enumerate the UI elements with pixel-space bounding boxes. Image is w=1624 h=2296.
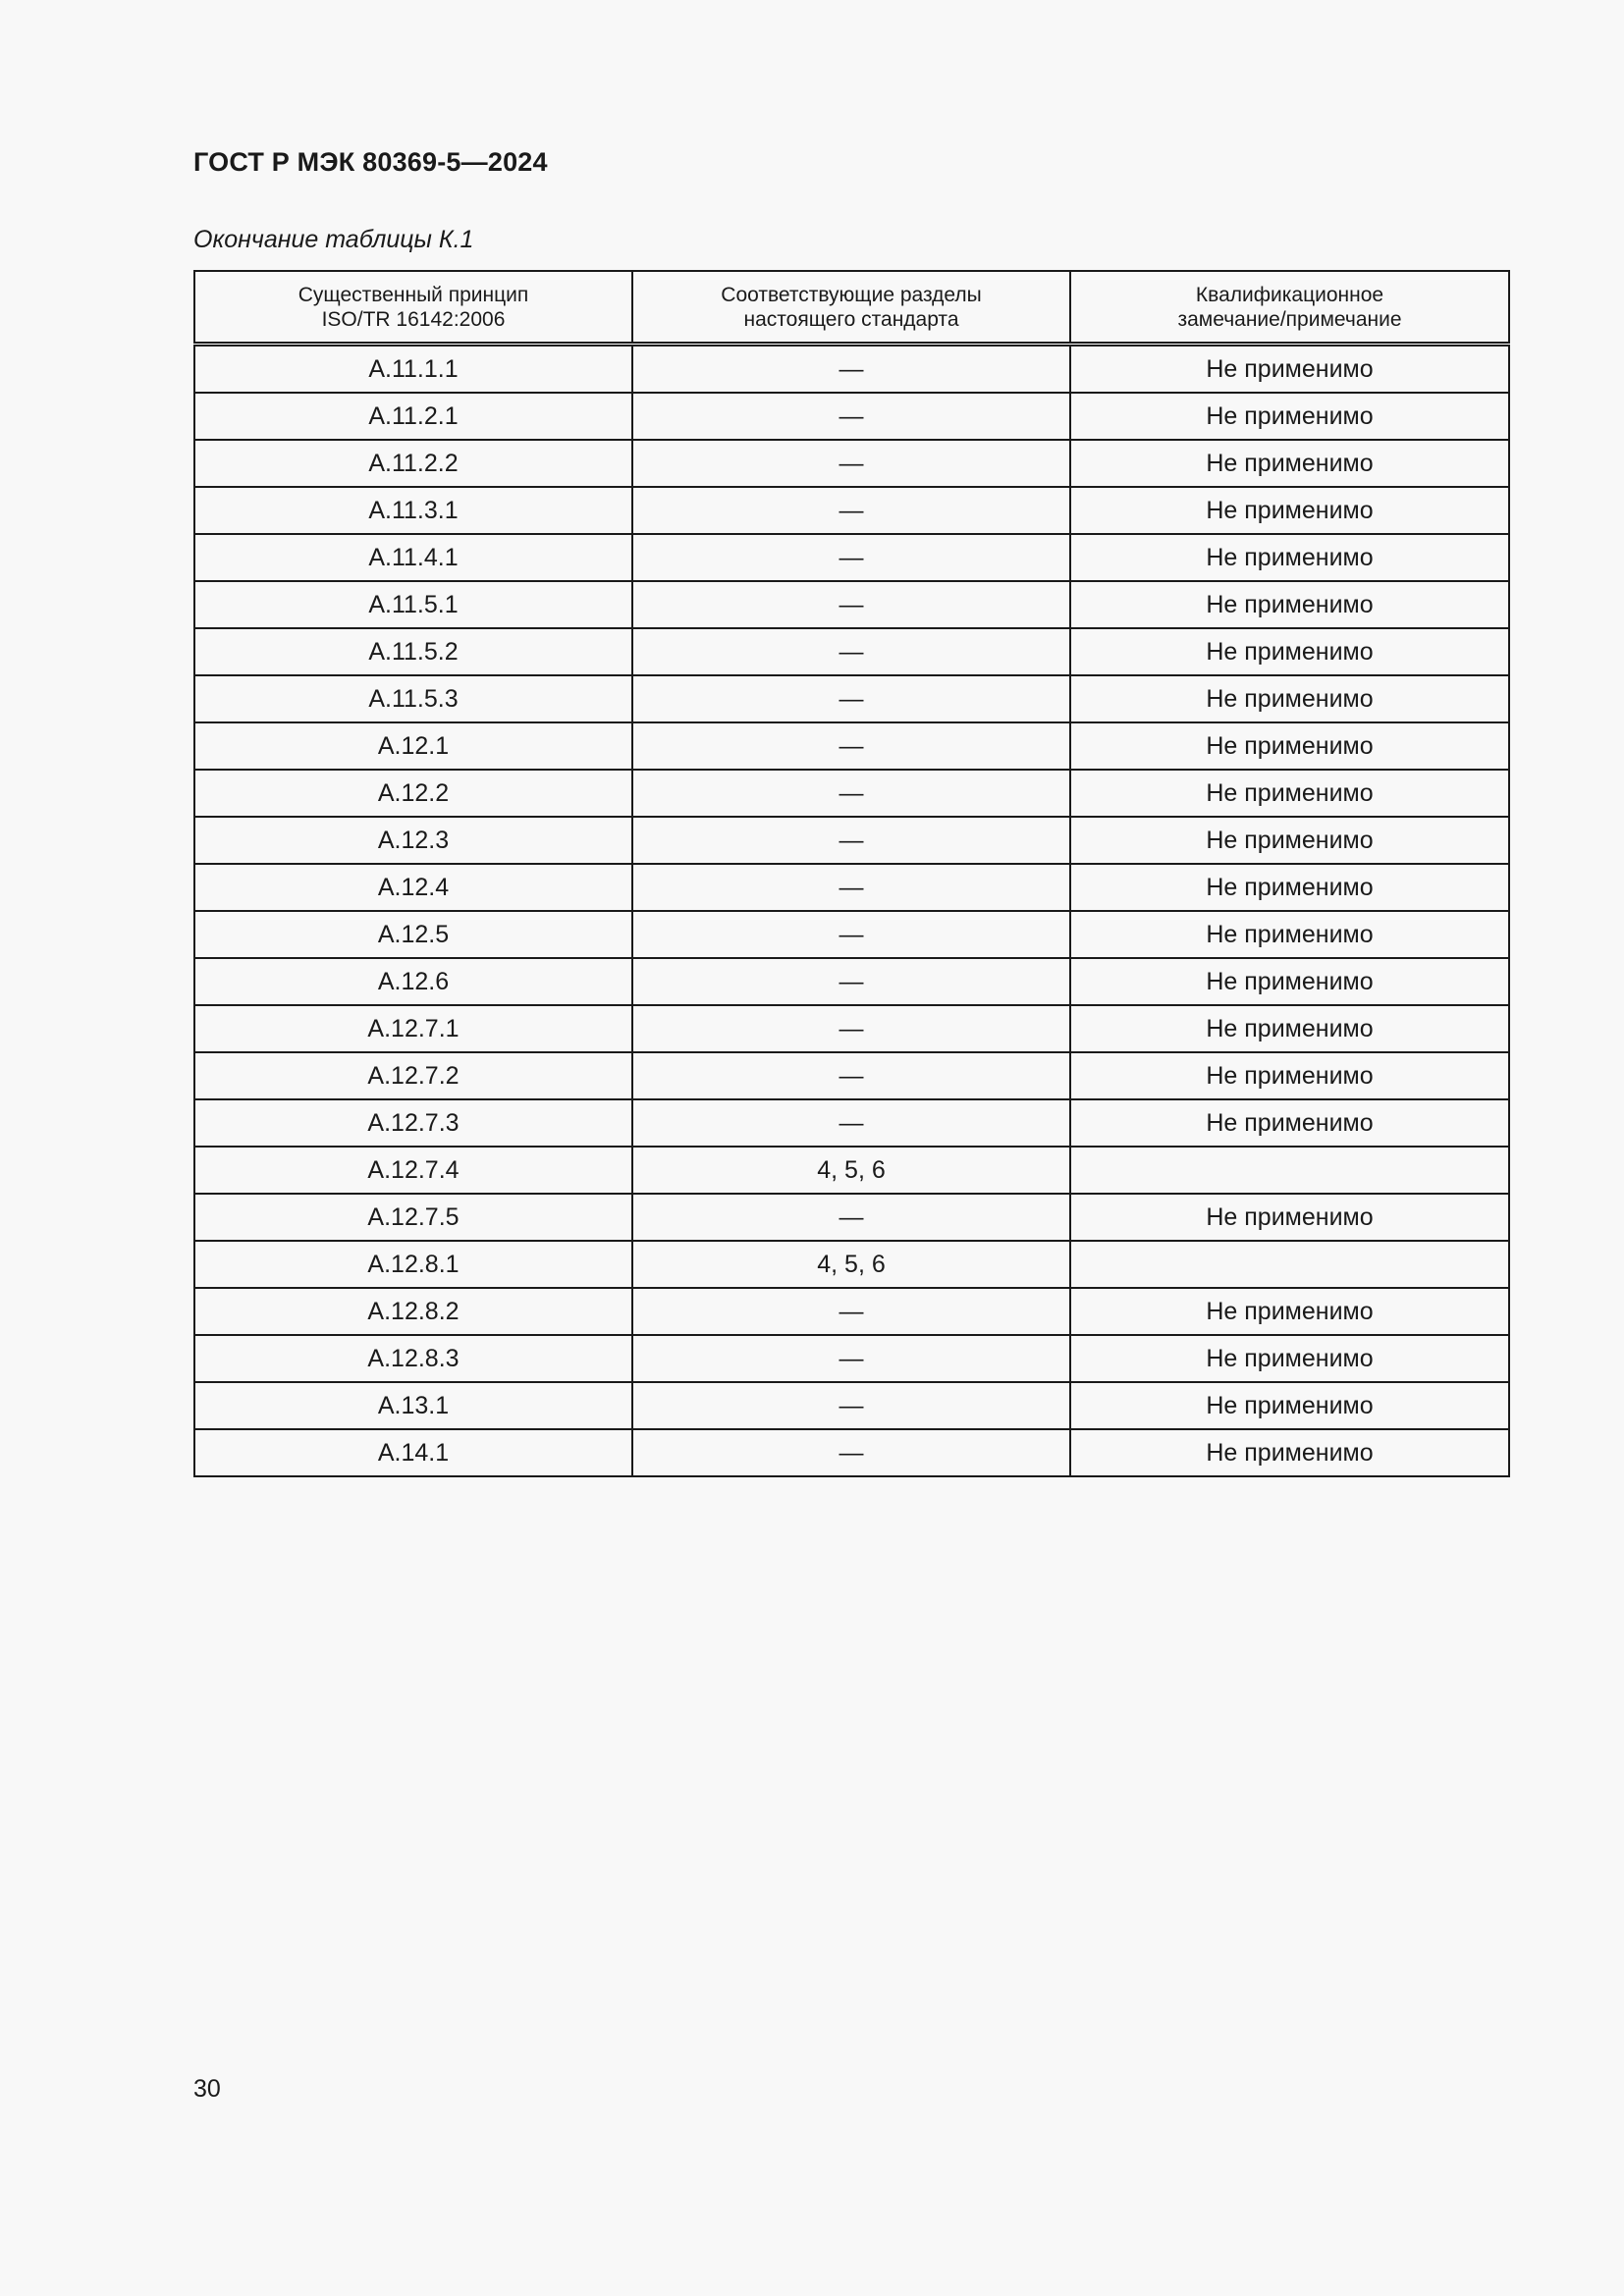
table-row — [194, 1382, 1509, 1429]
table-row — [194, 722, 1509, 770]
principle-cell: А.12.7.1 — [194, 1005, 632, 1052]
sections-cell: — — [632, 722, 1070, 770]
sections-cell: — — [632, 817, 1070, 864]
table-row — [194, 770, 1509, 817]
note-cell: Не применимо — [1070, 1099, 1509, 1147]
principle-cell: А.12.5 — [194, 911, 632, 958]
header-line: Существенный принцип — [298, 283, 529, 306]
table-row — [194, 864, 1509, 911]
principle-cell: А.11.1.1 — [194, 345, 632, 394]
table-row — [194, 1429, 1509, 1476]
note-cell: Не применимо — [1070, 675, 1509, 722]
sections-cell: — — [632, 1005, 1070, 1052]
note-cell: Не применимо — [1070, 1288, 1509, 1335]
sections-cell: — — [632, 1099, 1070, 1147]
note-cell: Не применимо — [1070, 770, 1509, 817]
note-cell: Не применимо — [1070, 1382, 1509, 1429]
sections-cell: — — [632, 1382, 1070, 1429]
sections-cell: — — [632, 770, 1070, 817]
sections-cell: — — [632, 393, 1070, 440]
sections-cell: — — [632, 534, 1070, 581]
sections-cell: — — [632, 1052, 1070, 1099]
table-row — [194, 1241, 1509, 1288]
principle-cell: А.12.7.4 — [194, 1147, 632, 1194]
compliance-table — [193, 270, 1510, 1477]
sections-cell: — — [632, 675, 1070, 722]
note-cell: Не применимо — [1070, 534, 1509, 581]
principle-cell: А.14.1 — [194, 1429, 632, 1476]
header-line: Квалификационное — [1195, 283, 1384, 306]
sections-cell: — — [632, 1429, 1070, 1476]
principle-cell: А.12.8.1 — [194, 1241, 632, 1288]
table-row — [194, 628, 1509, 675]
table-row — [194, 675, 1509, 722]
note-cell: Не применимо — [1070, 1052, 1509, 1099]
note-cell — [1070, 1241, 1509, 1288]
header-line: ISO/TR 16142:2006 — [321, 307, 506, 331]
table-row — [194, 487, 1509, 534]
sections-cell: — — [632, 864, 1070, 911]
note-cell: Не применимо — [1070, 817, 1509, 864]
principle-cell: А.12.3 — [194, 817, 632, 864]
sections-cell: — — [632, 958, 1070, 1005]
note-cell: Не применимо — [1070, 911, 1509, 958]
column-header-note — [1070, 271, 1509, 345]
note-cell: Не применимо — [1070, 628, 1509, 675]
column-header-principle — [194, 271, 632, 345]
header-line: настоящего стандарта — [743, 307, 959, 331]
header-line: Соответствующие разделы — [721, 283, 982, 306]
sections-cell: — — [632, 911, 1070, 958]
sections-cell: — — [632, 487, 1070, 534]
note-cell — [1070, 1147, 1509, 1194]
principle-cell: А.12.1 — [194, 722, 632, 770]
note-cell: Не применимо — [1070, 345, 1509, 394]
table-row — [194, 581, 1509, 628]
document-header: ГОСТ Р МЭК 80369-5—2024 — [193, 147, 548, 177]
note-cell: Не применимо — [1070, 1005, 1509, 1052]
note-cell: Не применимо — [1070, 1194, 1509, 1241]
sections-cell: — — [632, 628, 1070, 675]
note-cell: Не применимо — [1070, 487, 1509, 534]
note-cell: Не применимо — [1070, 958, 1509, 1005]
table-row — [194, 817, 1509, 864]
note-cell: Не применимо — [1070, 393, 1509, 440]
note-cell: Не применимо — [1070, 722, 1509, 770]
principle-cell: А.11.4.1 — [194, 534, 632, 581]
principle-cell: А.12.7.5 — [194, 1194, 632, 1241]
sections-cell: — — [632, 1335, 1070, 1382]
principle-cell: А.12.8.2 — [194, 1288, 632, 1335]
principle-cell: А.13.1 — [194, 1382, 632, 1429]
table-row — [194, 1005, 1509, 1052]
principle-cell: А.12.7.2 — [194, 1052, 632, 1099]
table-row — [194, 1288, 1509, 1335]
table-caption: Окончание таблицы К.1 — [193, 226, 474, 253]
sections-cell: 4, 5, 6 — [632, 1241, 1070, 1288]
principle-cell: А.11.2.1 — [194, 393, 632, 440]
table-row — [194, 440, 1509, 487]
sections-cell: — — [632, 1288, 1070, 1335]
note-cell: Не применимо — [1070, 581, 1509, 628]
principle-cell: А.11.5.1 — [194, 581, 632, 628]
principle-cell: А.11.5.3 — [194, 675, 632, 722]
sections-cell: — — [632, 581, 1070, 628]
note-cell: Не применимо — [1070, 864, 1509, 911]
table-row — [194, 1052, 1509, 1099]
note-cell: Не применимо — [1070, 1429, 1509, 1476]
principle-cell: А.12.7.3 — [194, 1099, 632, 1147]
note-cell: Не применимо — [1070, 440, 1509, 487]
table-row — [194, 958, 1509, 1005]
principle-cell: А.11.3.1 — [194, 487, 632, 534]
note-cell: Не применимо — [1070, 1335, 1509, 1382]
table-row — [194, 393, 1509, 440]
principle-cell: А.12.4 — [194, 864, 632, 911]
sections-cell: — — [632, 1194, 1070, 1241]
table-row — [194, 534, 1509, 581]
principle-cell: А.12.2 — [194, 770, 632, 817]
principle-cell: А.11.5.2 — [194, 628, 632, 675]
principle-cell: А.12.6 — [194, 958, 632, 1005]
table-row — [194, 345, 1509, 394]
principle-cell: А.12.8.3 — [194, 1335, 632, 1382]
table-row — [194, 1099, 1509, 1147]
sections-cell: 4, 5, 6 — [632, 1147, 1070, 1194]
sections-cell: — — [632, 345, 1070, 394]
header-line: замечание/примечание — [1177, 307, 1402, 331]
table-row — [194, 1147, 1509, 1194]
table-row — [194, 1335, 1509, 1382]
principle-cell: А.11.2.2 — [194, 440, 632, 487]
column-header-sections — [632, 271, 1070, 345]
table-header-row — [194, 271, 1509, 345]
sections-cell: — — [632, 440, 1070, 487]
page-number: 30 — [193, 2075, 221, 2103]
table-row — [194, 911, 1509, 958]
table-row — [194, 1194, 1509, 1241]
